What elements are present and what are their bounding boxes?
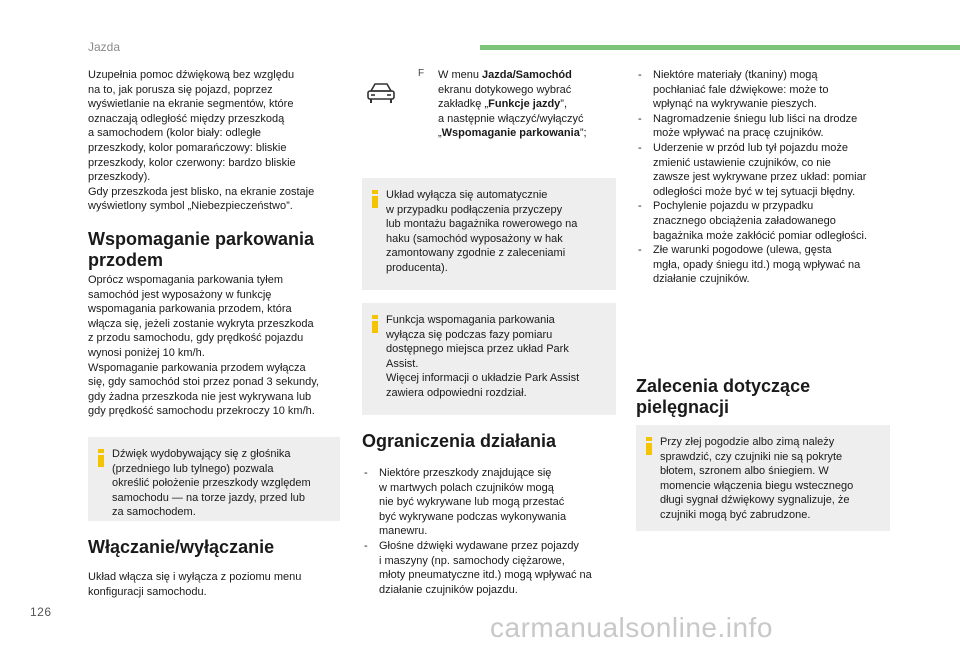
list-item: - Głośne dźwięki wydawane przez pojazdy i maszyny (np. samochody ciężarowe, młoty pneumatyczne itd.) mogą wpływać na działanie czujników pojazdu.	[362, 539, 622, 597]
info-icon	[368, 315, 382, 333]
front-parking-paragraph: Oprócz wspomagania parkowania tyłem samochód jest wyposażony w funkcję wspomagania parkowania przodem, która włącza się, jeżeli zostanie wykryta przeszkoda z przodu samochodu, gdy prędkość pojazdu wynosi poniżej 10 km/h. Wspomaganie parkowania przodem wyłącza się, gdy samochód stoi przez ponad 3 sekundy, gdy żadna przeszkoda nie jest wykrywana lub gdy prędkość samochodu przekroczy 10 km/h.	[88, 274, 319, 418]
list-item: - Pochylenie pojazdu w przypadku znacznego obciążenia załadowanego bagażnika może zakłócić pomiar odległości.	[636, 199, 926, 243]
list-item: - Niektóre materiały (tkaniny) mogą pochłaniać fale dźwiękowe: może to wpłynąć na wykrywanie pieszych.	[636, 68, 926, 112]
info-trailer-text: Układ wyłącza się automatycznie w przypadku podłączenia przyczepy lub montażu bagażnika rowerowego na haku (samochód wyposażony w hak zamontowany zgodnie z zaleceniami producenta).	[386, 189, 578, 274]
list-item: - Nagromadzenie śniegu lub liści na drodze może wpływać na pracę czujników.	[636, 112, 926, 141]
menu-instruction-text: W menu Jazda/Samochód ekranu dotykowego wybrać zakładkę „Funkcje jazdy”, a następnie włączyć/wyłączyć „Wspomaganie parkowania”;	[438, 69, 587, 140]
info-icon	[94, 449, 108, 467]
info-park-assist-text: Funkcja wspomagania parkowania wyłącza się podczas fazy pomiaru dostępnego miejsca przez układ Park Assist. Więcej informacji o układzie Park Assist zawiera odpowiedni rozdział.	[386, 314, 580, 399]
menu-instruction	[418, 68, 618, 141]
car-settings-icon	[366, 82, 396, 104]
watermark: carmanualsonline.info	[490, 612, 773, 643]
info-box-speaker	[88, 437, 340, 521]
heading-care: Zalecenia dotyczące pielęgnacji	[636, 376, 811, 417]
info-speaker-text: Dźwięk wydobywający się z głośnika (przedniego lub tylnego) pozwala określić położenie przeszkody względem samochodu — na torze jazdy, przed lub za samochodem.	[112, 448, 311, 519]
heading-limits: Ograniczenia działania	[362, 431, 557, 451]
heading-front-parking: Wspomaganie parkowania przodem	[88, 229, 315, 270]
info-icon	[642, 437, 656, 455]
info-care-text: Przy złej pogodzie albo zimą należy sprawdzić, czy czujniki nie są pokryte błotem, szronem albo śniegiem. W momencie włączenia biegu wstecznego długi sygnał dźwiękowy sygnalizuje, że czujniki mogą być zabrudzone.	[660, 436, 854, 521]
intro-paragraph: Uzupełnia pomoc dźwiękową bez względu na to, jak porusza się pojazd, poprzez wyświetlanie na ekranie segmentów, które oznaczają odległość między przeszkodą a samochodem (kolor biały: odległe przeszkody, kolor pomarańczowy: bliskie przeszkody, kolor czerwony: bardzo bliskie przeszkody). Gdy przeszkoda jest blisko, na ekranie zostaje wyświetlony symbol „Niebezpieczeństwo”.	[88, 69, 315, 213]
limits-list-2	[636, 68, 926, 287]
info-box-park-assist	[362, 303, 616, 415]
section-header: Jazda	[88, 40, 121, 54]
section-accent-bar	[480, 45, 960, 50]
limits-list-1	[362, 466, 622, 597]
info-box-care	[636, 425, 890, 531]
list-item: - Uderzenie w przód lub tył pojazdu może zmienić ustawienie czujników, co nie zawsze jest wykrywane przez układ: pomiar odległości może być w tej sytuacji błędny.	[636, 141, 926, 199]
heading-on-off: Włączanie/wyłączanie	[88, 537, 275, 557]
info-box-trailer	[362, 178, 616, 290]
on-off-paragraph: Układ włącza się i wyłącza z poziomu menu konfiguracji samochodu.	[88, 571, 302, 598]
list-item: - Złe warunki pogodowe (ulewa, gęsta mgła, opady śniegu itd.) mogą wpływać na działanie czujników.	[636, 243, 926, 287]
info-icon	[368, 190, 382, 208]
page-number: 126	[30, 605, 52, 619]
menu-arrow-icon: F	[418, 68, 425, 79]
list-item: - Niektóre przeszkody znajdujące się w martwych polach czujników mogą nie być wykrywane lub mogą przestać być wykrywane podczas wykonywania manewru.	[362, 466, 622, 539]
